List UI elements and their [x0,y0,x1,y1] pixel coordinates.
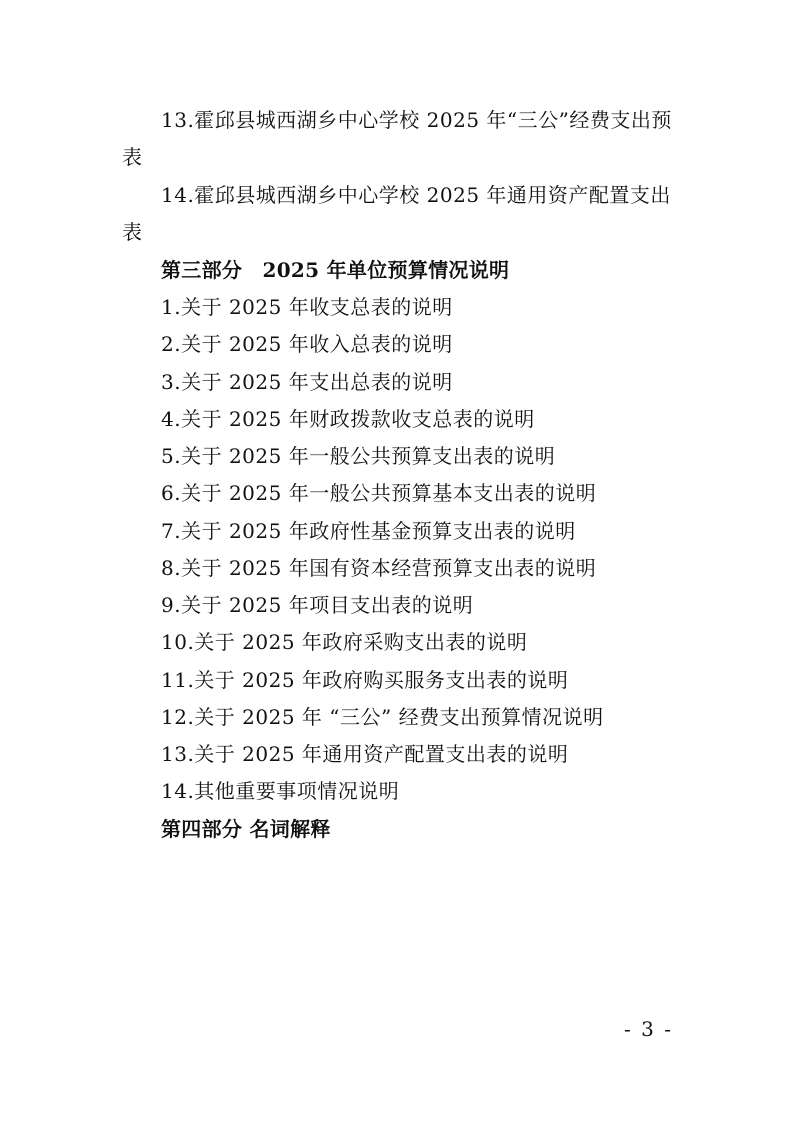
part3-item: 10.关于 2025 年政府采购支出表的说明 [161,630,528,654]
toc-item-14-table-continuation: 表 [122,220,143,244]
part3-item: 1.关于 2025 年收支总表的说明 [161,295,453,319]
part3-item: 8.关于 2025 年国有资本经营预算支出表的说明 [161,556,597,580]
part3-item: 7.关于 2025 年政府性基金预算支出表的说明 [161,519,576,543]
part3-item: 5.关于 2025 年一般公共预算支出表的说明 [161,444,556,468]
part3-item: 14.其他重要事项情况说明 [161,779,400,803]
part3-item: 3.关于 2025 年支出总表的说明 [161,370,453,394]
toc-item-13-table-continuation: 表 [122,145,143,169]
toc-item-14-table: 14.霍邱县城西湖乡中心学校 2025 年通用资产配置支出 [161,183,671,207]
part3-item: 13.关于 2025 年通用资产配置支出表的说明 [161,742,569,766]
part3-heading: 第三部分 2025 年单位预算情况说明 [161,258,510,282]
part3-item: 9.关于 2025 年项目支出表的说明 [161,593,474,617]
part4-heading: 第四部分 名词解释 [161,817,331,841]
part3-item: 2.关于 2025 年收入总表的说明 [161,332,453,356]
part3-item: 12.关于 2025 年 “三公” 经费支出预算情况说明 [161,705,604,729]
part3-item: 11.关于 2025 年政府购买服务支出表的说明 [161,668,569,692]
part3-item: 6.关于 2025 年一般公共预算基本支出表的说明 [161,481,597,505]
toc-item-13-table: 13.霍邱县城西湖乡中心学校 2025 年“三公”经费支出预 [161,108,672,132]
page-number: - 3 - [624,1017,673,1041]
part3-item: 4.关于 2025 年财政拨款收支总表的说明 [161,407,535,431]
